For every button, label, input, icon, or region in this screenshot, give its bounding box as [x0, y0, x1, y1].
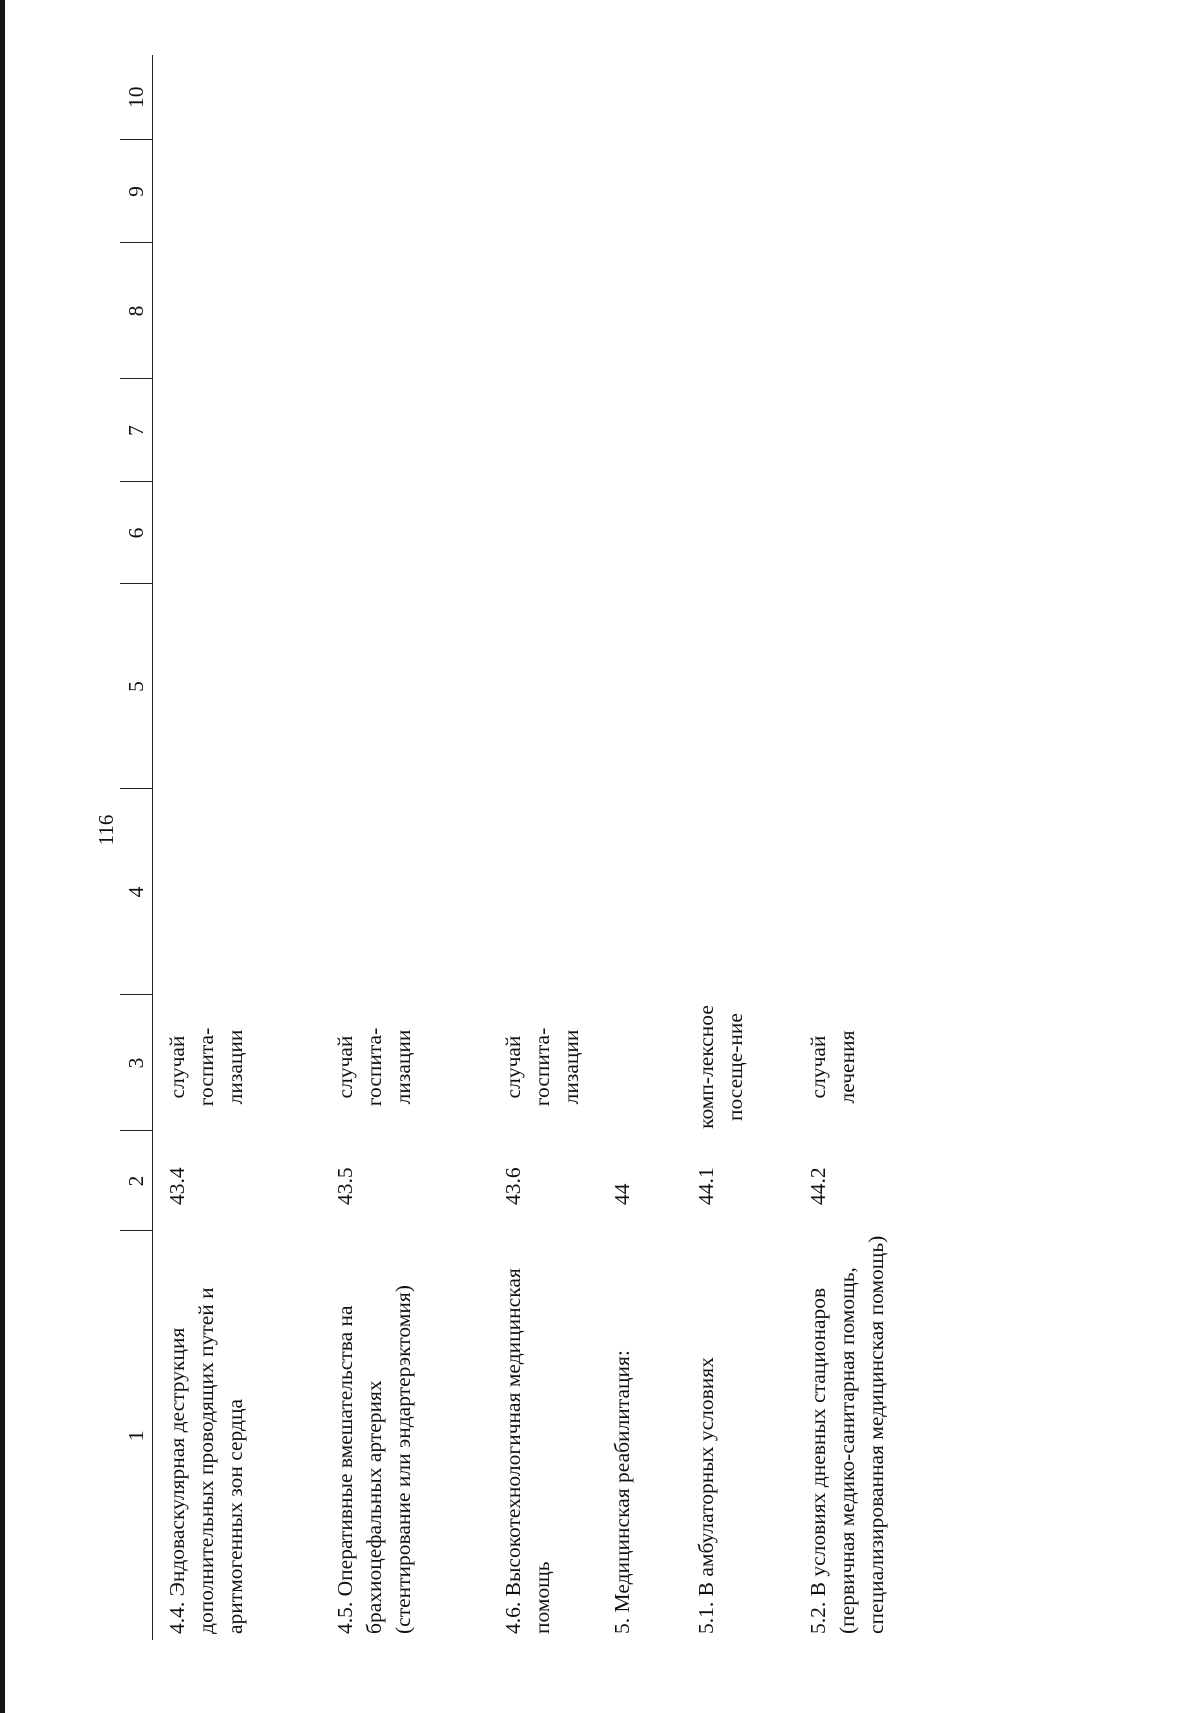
row-code: 43.5: [333, 1167, 357, 1205]
row-name: 5.1. В амбулаторных условиях: [694, 1357, 718, 1634]
row-name: 4.5. Оперативные вмешательства на брахиоцефальных артериях (стентирование или эндартерэктомия): [333, 1285, 415, 1634]
cell-empty: [804, 140, 954, 243]
row-unit: случай госпита-лизации: [165, 1027, 247, 1107]
cell-empty: [804, 243, 954, 379]
row-code: 44.1: [694, 1167, 718, 1205]
cell-empty: [608, 243, 692, 379]
cell-empty: [804, 379, 954, 482]
cell-empty: [692, 379, 804, 482]
row-code: 44: [610, 1183, 634, 1205]
header-col-7: 7: [120, 379, 153, 482]
row-unit: комп-лексное посеще-ние: [694, 1005, 747, 1129]
scan-edge: [0, 0, 5, 1713]
cell-empty: [331, 140, 499, 243]
header-col-4: 4: [120, 789, 153, 995]
cell-empty: [608, 584, 692, 789]
cell-empty: [499, 584, 608, 789]
row-name: 5.2. В условиях дневных стационаров (первичная медико-санитарная помощь, специализированная медицинская помощь): [806, 1235, 888, 1634]
cell-empty: [331, 243, 499, 379]
table-row: [804, 55, 954, 1640]
cell-empty: [692, 789, 804, 995]
header-col-1: 1: [120, 1231, 153, 1640]
cell-empty: [153, 789, 332, 995]
cell-empty: [331, 55, 499, 140]
rotated-table-container: [120, 55, 940, 1640]
header-col-9: 9: [120, 140, 153, 243]
cell-empty: [692, 243, 804, 379]
header-col-8: 8: [120, 243, 153, 379]
cell-empty: [804, 584, 954, 789]
header-col-3: 3: [120, 995, 153, 1131]
cell-empty: [608, 55, 692, 140]
row-name: 4.6. Высокотехнологичная медицинская помощь: [501, 1268, 554, 1634]
row-unit: [608, 995, 692, 1131]
cell-empty: [692, 55, 804, 140]
row-code: 44.2: [806, 1167, 830, 1205]
cell-empty: [331, 482, 499, 584]
cell-empty: [499, 482, 608, 584]
cell-empty: [608, 140, 692, 243]
row-name: 5. Медицинская реабилитация:: [610, 1350, 634, 1634]
header-col-2: 2: [120, 1131, 153, 1231]
cell-empty: [153, 140, 332, 243]
cell-empty: [804, 55, 954, 140]
header-col-5: 5: [120, 584, 153, 789]
table-row: [608, 55, 692, 1640]
cell-empty: [608, 789, 692, 995]
cell-empty: [499, 55, 608, 140]
row-unit: случай лечения: [806, 1030, 859, 1104]
cell-empty: [692, 482, 804, 584]
cell-empty: [499, 789, 608, 995]
table-row: [692, 55, 804, 1640]
cell-empty: [331, 584, 499, 789]
cell-empty: [608, 379, 692, 482]
row-code: 43.6: [501, 1167, 525, 1205]
table-row: [331, 55, 499, 1640]
table-row: [153, 55, 332, 1640]
cell-empty: [692, 584, 804, 789]
row-name: 4.4. Эндоваскулярная деструкция дополнительных проводящих путей и аритмогенных зон сердца: [165, 1287, 247, 1634]
table-header: [120, 55, 153, 1640]
cell-empty: [153, 55, 332, 140]
row-code: 43.4: [165, 1167, 189, 1205]
table-body: [153, 55, 955, 1640]
header-col-6: 6: [120, 482, 153, 584]
cell-empty: [499, 379, 608, 482]
cell-empty: [153, 482, 332, 584]
row-unit: случай госпита-лизации: [333, 1027, 415, 1107]
cell-empty: [153, 379, 332, 482]
row-unit: случай госпита-лизации: [501, 1027, 583, 1107]
indicator-table: [120, 55, 954, 1640]
header-col-10: 10: [120, 55, 153, 140]
cell-empty: [331, 789, 499, 995]
cell-empty: [692, 140, 804, 243]
cell-empty: [153, 243, 332, 379]
cell-empty: [608, 482, 692, 584]
cell-empty: [804, 789, 954, 995]
table-row: [499, 55, 608, 1640]
header-row: [120, 55, 153, 1640]
cell-empty: [499, 140, 608, 243]
page-number: 116: [94, 814, 118, 846]
cell-empty: [331, 379, 499, 482]
cell-empty: [153, 584, 332, 789]
cell-empty: [499, 243, 608, 379]
cell-empty: [804, 482, 954, 584]
